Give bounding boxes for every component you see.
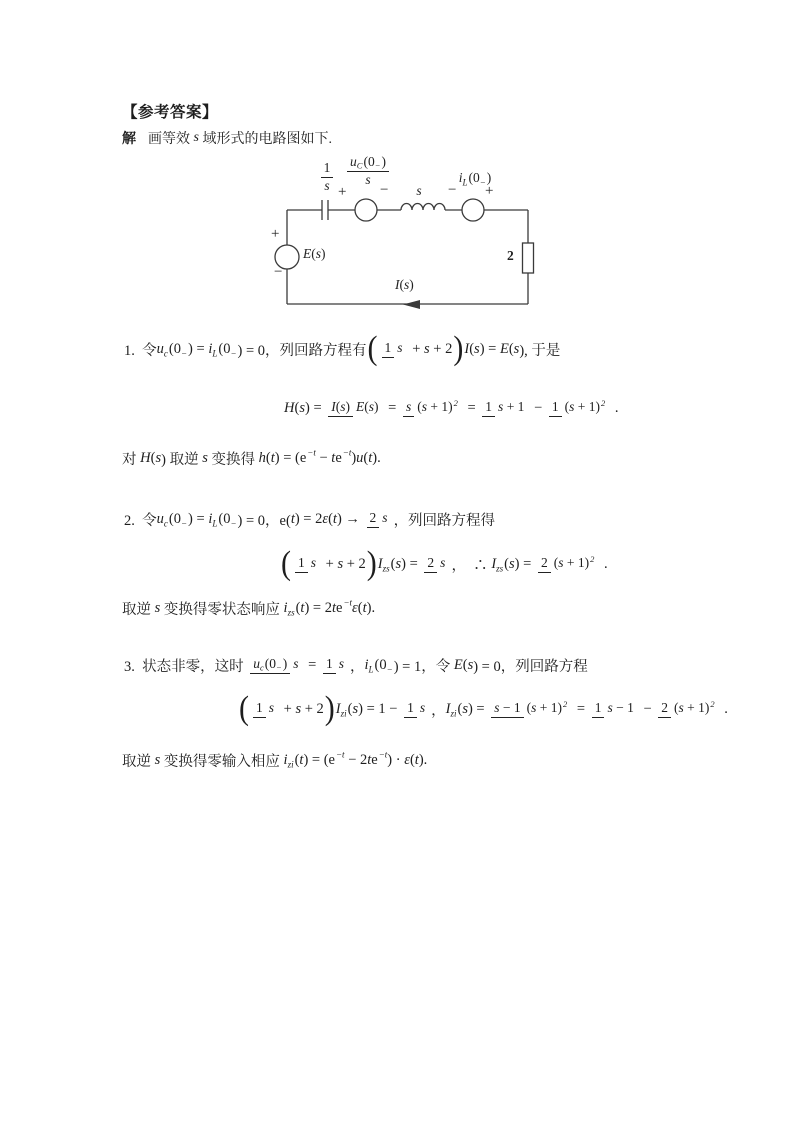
resistor-body <box>523 243 534 273</box>
e-minus-sign: − <box>274 264 283 280</box>
voltage-source-il <box>462 199 484 221</box>
il-plus-sign: + <box>485 183 494 199</box>
para-zero-input-response: 取逆 s 变换得零输入相应 i zi ( t ) = ( e −t − 2 t e −t ) · ε ( t ). <box>122 749 428 770</box>
para-zero-state-response: 取逆 s 变换得零状态响应 i zs ( t ) = 2 t e −t ε ( t ). <box>122 597 376 618</box>
formula-zero-input: ( 1 s + s + 2 ) I zi ( s ) = 1 − 1 s ， I zi ( s ) = s − 1 ( s + 1) 2 = 1 s − 1 − 2 ( s + 1) 2 . <box>239 689 728 727</box>
para-impulse-response: 对 H ( s ) 取逆 s 变换得 h ( t ) = ( e −t − t e −t ) u ( t ). <box>122 447 381 468</box>
il-minus-sign: − <box>448 182 457 198</box>
uc-minus-sign: − <box>380 182 389 198</box>
para-step2: 2. 令 u c (0 − ) = i L (0 − ) = 0，e( t ) = 2 ε ( t ) → 2 s ，列回路方程得 <box>124 510 496 529</box>
inductor-coil <box>401 204 445 211</box>
para-step3: 3. 状态非零，这时 u c (0 − ) s = 1 s ， i L (0 − ) = 1，令 E ( s ) = 0，列回路方程 <box>124 656 588 675</box>
inductor-label: s <box>416 183 422 198</box>
resistor-label: 2 <box>507 248 514 263</box>
solve-label: 解 <box>122 132 136 147</box>
e-source-label: E ( s ) <box>303 246 326 261</box>
il-source-label: i L (0 − ) <box>458 170 492 188</box>
formula-zero-state: ( 1 s + s + 2 ) I zs ( s ) = 2 s ， ∴ I zs ( s ) = 2 ( s + 1) 2 . <box>281 544 608 582</box>
current-arrow <box>403 300 420 309</box>
voltage-source-uc <box>355 199 377 221</box>
intro-text: 画等效 s 域形式的电路图如下. <box>148 130 332 147</box>
capacitor-label: $\frac{1}{s}$ <box>314 160 340 195</box>
uc-plus-sign: + <box>338 184 347 200</box>
formula-transfer-function: H ( s ) = I ( s ) E ( s ) = s ( s + 1) 2 = 1 s + 1 − 1 ( s + 1) 2 . <box>284 398 619 416</box>
section-title: 【参考答案】 <box>122 104 219 121</box>
circuit-diagram <box>270 154 560 318</box>
uc-source-label: u C (0 − ) s <box>346 154 390 189</box>
e-plus-sign: + <box>271 226 280 242</box>
para-step1: 1. 令 u c (0 − ) = i L (0 − ) = 0，列回路方程有 ( 1 s + s + 2 ) I ( s ) = E ( s ), 于是 <box>124 329 561 367</box>
solution-intro <box>122 128 332 148</box>
current-label: I ( s ) <box>395 277 414 292</box>
